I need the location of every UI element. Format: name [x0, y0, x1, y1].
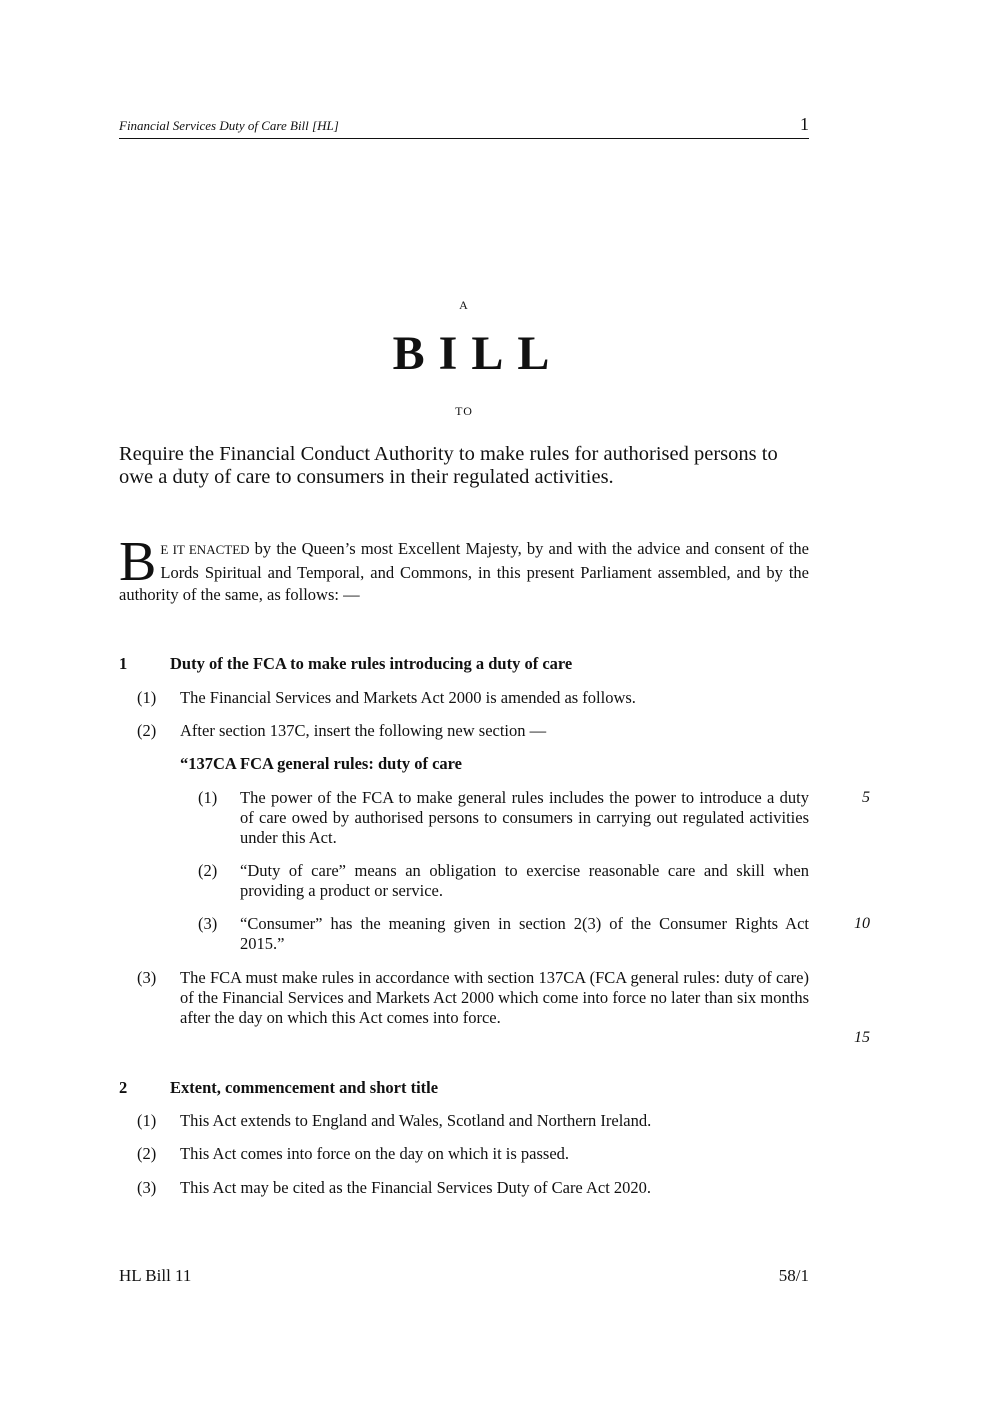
subsection-number: (3): [137, 1178, 157, 1197]
subsection-text: The power of the FCA to make general rules includes the power to introduce a duty of care owed by authorised persons to consumers in carrying out regulated activities under this Act.: [240, 788, 809, 847]
enact-small-caps: E IT ENACTED: [160, 542, 250, 557]
subsection: [137, 721, 809, 741]
line-number: 5: [862, 789, 870, 806]
subsection-text: “Duty of care” means an obligation to exercise reasonable care and skill when providing a product or service.: [240, 861, 809, 900]
subsection-number: (3): [198, 914, 218, 933]
subsection: [137, 1144, 809, 1164]
running-title: Financial Services Duty of Care Bill [HL]: [119, 118, 339, 133]
subsection-number: (1): [137, 688, 157, 707]
inserted-section-heading: “137CA FCA general rules: duty of care: [180, 754, 462, 773]
page-number: 1: [800, 114, 809, 134]
subsection-text: The Financial Services and Markets Act 2000 is amended as follows.: [180, 688, 636, 707]
line-number: 10: [854, 915, 870, 932]
subsection-text: After section 137C, insert the following new section —: [180, 721, 547, 740]
subsection: [137, 968, 809, 1028]
subsection-number: (2): [137, 721, 157, 740]
enacting-formula: [119, 531, 809, 607]
inserted-subsection: [198, 788, 809, 848]
line-number: 15: [854, 1029, 870, 1046]
subsection: [137, 1111, 809, 1131]
section-title: Extent, commencement and short title: [170, 1078, 439, 1097]
drop-cap: B: [119, 531, 157, 593]
subsection-text: This Act extends to England and Wales, Scotland and Northern Ireland.: [180, 1111, 652, 1130]
subsection-number: (2): [137, 1144, 157, 1163]
subsection-text: This Act comes into force on the day on which it is passed.: [180, 1144, 570, 1163]
long-title: Require the Financial Conduct Authority to make rules for authorised persons to owe a duty of care to consumers in their regulated activities.: [119, 443, 778, 488]
subsection-text: This Act may be cited as the Financial Services Duty of Care Act 2020.: [180, 1178, 652, 1197]
subsection: [137, 688, 809, 708]
subsection: [137, 1178, 809, 1198]
section-number: 1: [119, 654, 128, 673]
subsection-number: (2): [198, 861, 218, 880]
inserted-subsection: [198, 914, 809, 954]
to-label: TO: [455, 404, 473, 418]
enact-text: by the Queen’s most Excellent Majesty, by and with the advice and consent of the Lords Spiritual and Temporal, and Commons, in this present Parliament assembled, and by the authority of the same, as follows: —: [119, 539, 809, 604]
subsection-text: The FCA must make rules in accordance with section 137CA (FCA general rules: duty of care) of the Financial Services and Markets Act 2000 which come into force no later than six months after the day on which this Act comes into force.: [180, 968, 809, 1027]
bill-heading: BILL: [392, 327, 564, 380]
bill-reference: HL Bill 11: [119, 1266, 192, 1285]
running-header: [119, 116, 809, 139]
a-label: A: [459, 298, 469, 312]
subsection-number: (1): [137, 1111, 157, 1130]
subsection-number: (1): [198, 788, 218, 807]
section-title: Duty of the FCA to make rules introducing a duty of care: [170, 654, 573, 673]
inserted-subsection: [198, 861, 809, 901]
subsection-text: “Consumer” has the meaning given in section 2(3) of the Consumer Rights Act 2015.”: [240, 914, 809, 953]
section-number: 2: [119, 1078, 128, 1097]
subsection-number: (3): [137, 968, 157, 987]
print-reference: 58/1: [778, 1266, 809, 1285]
